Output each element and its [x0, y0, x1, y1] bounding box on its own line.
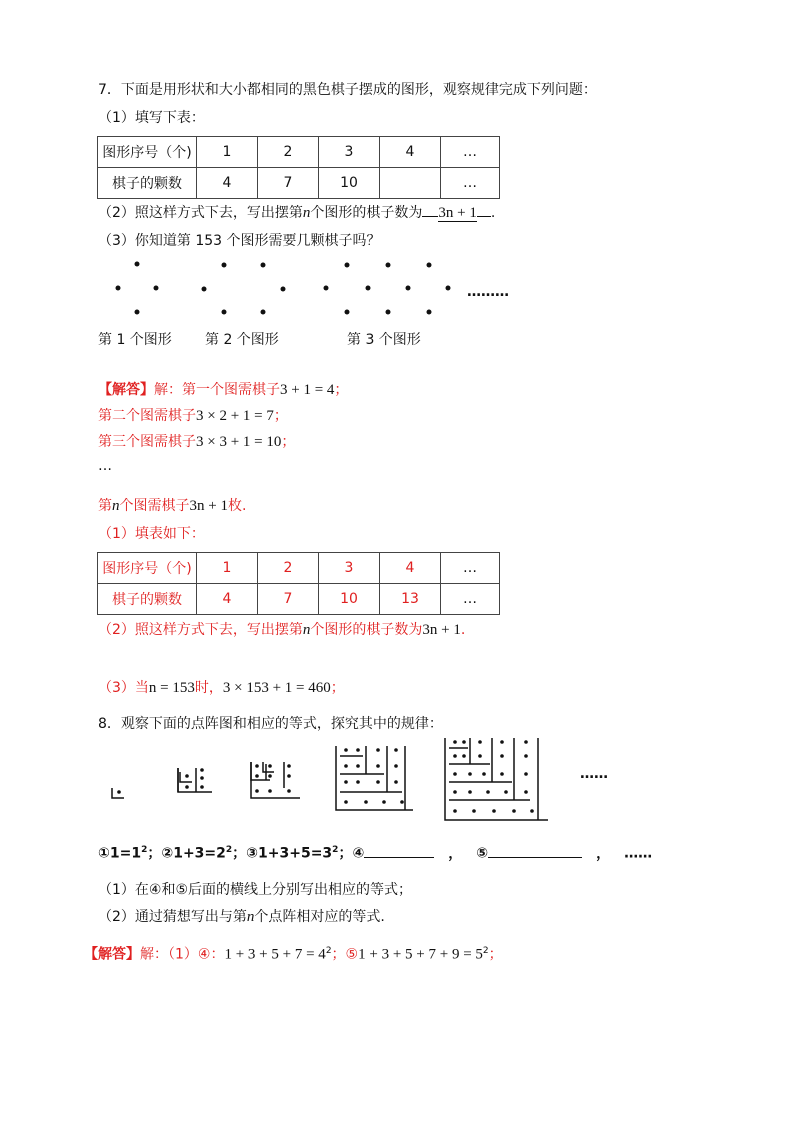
text: 个图形的棋子数为: [310, 622, 423, 638]
table-cell: 2: [258, 137, 319, 168]
table-cell: 10: [319, 584, 380, 615]
formula: 3 + 1 = 4: [280, 382, 335, 398]
blank-line: [422, 202, 438, 217]
var-n: n: [302, 205, 311, 221]
equation-2: ②1+3=2: [161, 845, 226, 862]
table-cell: 4: [197, 584, 258, 615]
q8-part2: [98, 907, 385, 927]
text: .: [460, 622, 466, 638]
q7-part1: （1）填写下表：: [98, 110, 205, 126]
text: 枚.: [227, 498, 247, 514]
a7-part1: （1）填表如下：: [98, 526, 205, 542]
text: （2）照这样方式下去，写出摆第: [98, 622, 303, 638]
formula: 1 + 3 + 5 + 7 + 9 = 5: [358, 946, 483, 963]
a7-line5: [98, 496, 246, 516]
q7-part2: [98, 202, 495, 223]
formula: 3 × 153 + 1 = 460: [222, 680, 331, 696]
a7-table: [97, 552, 500, 615]
formula: n = 153: [148, 680, 195, 696]
superscript: 2: [332, 845, 339, 855]
q7-caption-3: 第 3 个图形: [347, 332, 421, 348]
table-cell: [380, 168, 441, 199]
table-cell: 3: [319, 553, 380, 584]
formula: 3n + 1: [189, 498, 228, 514]
blank-line: [477, 202, 491, 217]
q7-caption-2: 第 2 个图形: [205, 332, 279, 348]
text: ，: [448, 845, 463, 862]
text: ；: [281, 434, 296, 450]
lattice-3: [251, 762, 300, 798]
formula: 3 × 3 + 1 = 10: [196, 434, 282, 450]
table-cell: 10: [319, 168, 380, 199]
superscript: 2: [482, 946, 489, 956]
var-n: n: [112, 498, 120, 514]
text: ；: [330, 680, 345, 696]
text: 第: [98, 498, 112, 514]
text: ；: [232, 845, 247, 862]
lattice-5: [445, 738, 548, 820]
a7-line1: [98, 380, 348, 400]
table-cell: 13: [380, 584, 441, 615]
table-cell: 棋子的颗数: [98, 168, 197, 199]
table-cell: 1: [197, 137, 258, 168]
a7-part3: [98, 678, 345, 698]
q7-part3: （3）你知道第 153 个图形需要几颗棋子吗？: [98, 233, 381, 249]
answer-fill: 3n + 1: [438, 205, 477, 221]
formula: 1 + 3 + 5 + 7 = 4: [224, 946, 326, 963]
var-n: n: [302, 622, 311, 638]
a7-line3: [98, 432, 295, 452]
text: 解：第一个图需棋子: [154, 382, 280, 398]
table-cell: …: [441, 168, 500, 199]
q7-caption-1: 第 1 个图形: [98, 332, 172, 348]
table-row: [98, 168, 500, 199]
text: ；: [273, 408, 288, 424]
text: ；: [334, 382, 349, 398]
table-cell: 7: [258, 584, 319, 615]
table-cell: …: [441, 137, 500, 168]
text: 第三个图需棋子: [98, 434, 196, 450]
chess-dot-figures: [100, 258, 520, 318]
table-row: [98, 137, 500, 168]
q7-table: [97, 136, 500, 199]
lattice-2: [178, 768, 212, 792]
table-row: [98, 553, 500, 584]
table-cell: 3: [319, 137, 380, 168]
table-cell: …: [441, 584, 500, 615]
superscript: 2: [141, 845, 148, 855]
formula: 3 × 2 + 1 = 7: [196, 408, 274, 424]
table-cell: 1: [197, 553, 258, 584]
table-row: [98, 584, 500, 615]
equation-1: ①1=1: [98, 845, 142, 862]
text: （3）当: [98, 680, 149, 696]
table-cell: 2: [258, 553, 319, 584]
text: 个点阵相对应的等式.: [254, 909, 385, 925]
text: （2）通过猜想写出与第: [98, 909, 247, 925]
a7-ellipsis: …: [98, 458, 112, 474]
superscript: 2: [325, 946, 332, 956]
answer-tag: 【解答】: [98, 382, 154, 398]
a7-part2: [98, 620, 465, 640]
a7-line2: [98, 406, 288, 426]
text: （2）照这样方式下去，写出摆第: [98, 205, 303, 221]
text: 个图形的棋子数为: [310, 205, 423, 221]
text: ……: [624, 845, 653, 862]
equation-5-label: ⑤: [476, 845, 489, 862]
q8-dots-tail: ……: [580, 766, 608, 782]
table-cell: 图形序号（个): [98, 137, 197, 168]
table-cell: 棋子的颗数: [98, 584, 197, 615]
text: .: [490, 205, 496, 221]
superscript: 2: [225, 845, 233, 855]
text: ；⑤: [331, 946, 359, 963]
table-cell: …: [441, 553, 500, 584]
table-cell: 4: [197, 168, 258, 199]
var-n: n: [246, 909, 255, 925]
q8-equations: [98, 840, 652, 864]
text: 个图需棋子: [119, 498, 190, 514]
text: 第二个图需棋子: [98, 408, 196, 424]
blank-line: [364, 843, 434, 858]
text: ，: [596, 845, 611, 862]
formula: 3n + 1: [422, 622, 461, 638]
table-cell: 4: [380, 553, 441, 584]
equation-4-label: ④: [352, 845, 365, 862]
table-cell: 7: [258, 168, 319, 199]
answer-tag: 【解答】: [84, 946, 140, 963]
table-cell: 图形序号（个): [98, 553, 197, 584]
table-cell: 4: [380, 137, 441, 168]
q7-dots-tail: ………: [467, 284, 509, 300]
q8-part1: （1）在④和⑤后面的横线上分别写出相应的等式；: [98, 882, 413, 898]
q7-title: 7．下面是用形状和大小都相同的黑色棋子摆成的图形，观察规律完成下列问题：: [98, 82, 597, 98]
text: ；: [147, 845, 162, 862]
q8-title: 8．观察下面的点阵图和相应的等式，探究其中的规律：: [98, 716, 443, 732]
text: ；: [488, 946, 503, 963]
text: 解：（1）④：: [140, 946, 225, 963]
blank-line: [488, 843, 582, 858]
text: 时，: [194, 680, 223, 696]
equation-3: ③1+3+5=3: [246, 845, 333, 862]
dot-lattice-figures: [108, 736, 578, 826]
text: ；: [338, 845, 353, 862]
a8-line1: [84, 941, 503, 965]
